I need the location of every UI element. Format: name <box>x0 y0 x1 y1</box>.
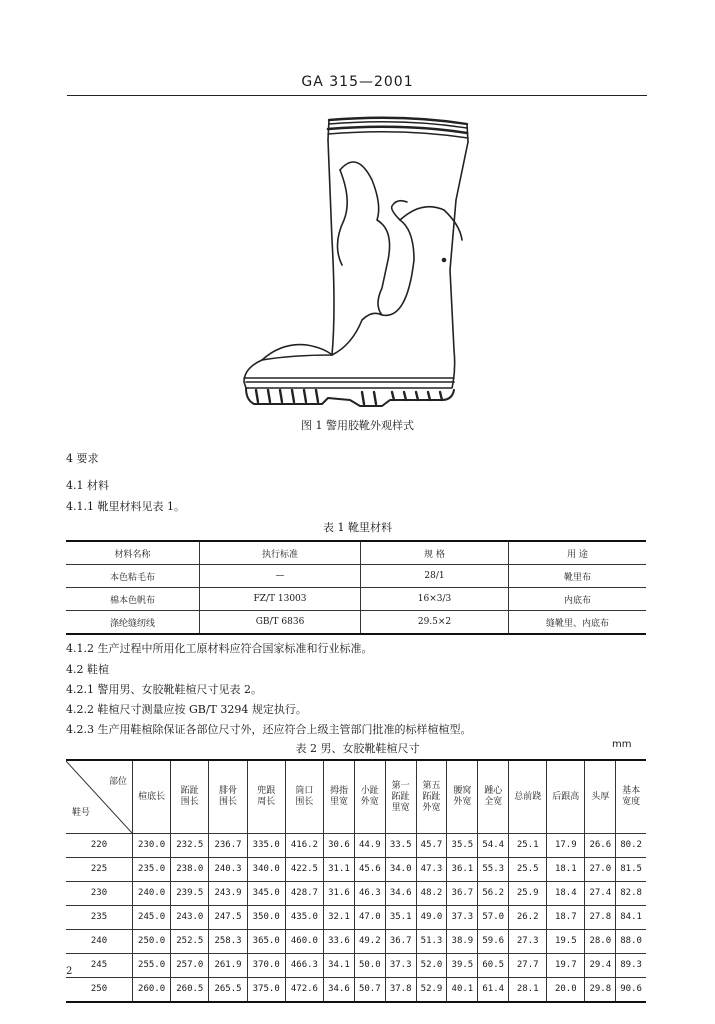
table-row <box>66 611 646 635</box>
materials-table <box>66 540 646 635</box>
dimension-cell: 247.5 <box>209 906 247 930</box>
dimension-cell: 82.8 <box>616 882 646 906</box>
dimension-cell: 375.0 <box>247 978 285 1003</box>
dimension-cell: 38.9 <box>447 930 478 954</box>
clause-4-2-3: 4.2.3 生产用鞋楦除保证各部位尺寸外，还应符合上级主管部门批准的标样楦楦型。 <box>66 723 472 736</box>
dimension-cell: 340.0 <box>247 858 285 882</box>
shoe-size-cell: 230 <box>66 882 133 906</box>
dimension-cell: 260.0 <box>133 978 171 1003</box>
shoe-size-cell: 240 <box>66 930 133 954</box>
dimension-cell: 250.0 <box>133 930 171 954</box>
dimension-cell: 34.0 <box>385 858 416 882</box>
dimension-cell: 18.7 <box>547 906 585 930</box>
dimension-cell: 365.0 <box>247 930 285 954</box>
table2-header: 第一 跖趾 里宽 <box>385 760 416 834</box>
dimension-cell: 435.0 <box>285 906 323 930</box>
table2-unit: mm <box>612 739 632 750</box>
table1-cell: — <box>200 565 361 588</box>
boot-illustration <box>232 110 482 410</box>
dimension-cell: 37.8 <box>385 978 416 1003</box>
table-row <box>66 588 646 611</box>
dimension-cell: 36.1 <box>447 858 478 882</box>
table-row <box>66 858 646 882</box>
shoe-size-cell: 235 <box>66 906 133 930</box>
section-4-heading: 4 要求 <box>66 452 99 465</box>
table1-cell: GB/T 6836 <box>200 611 361 635</box>
dimension-cell: 19.5 <box>547 930 585 954</box>
table1-cell: 缝靴里、内底布 <box>509 611 647 635</box>
dimension-cell: 428.7 <box>285 882 323 906</box>
dimension-cell: 59.6 <box>478 930 509 954</box>
dimension-cell: 17.9 <box>547 834 585 858</box>
table-row <box>66 565 646 588</box>
dimension-cell: 33.6 <box>324 930 355 954</box>
dimension-cell: 60.5 <box>478 954 509 978</box>
dimension-cell: 370.0 <box>247 954 285 978</box>
dimension-cell: 37.3 <box>447 906 478 930</box>
dimension-cell: 235.0 <box>133 858 171 882</box>
table2-header: 楦底长 <box>133 760 171 834</box>
dimension-cell: 37.3 <box>385 954 416 978</box>
shoe-last-dimensions-table <box>66 759 646 1003</box>
dimension-cell: 26.6 <box>585 834 616 858</box>
clause-4-2-2: 4.2.2 鞋楦尺寸测量应按 GB/T 3294 规定执行。 <box>66 703 307 716</box>
dimension-cell: 261.9 <box>209 954 247 978</box>
dimension-cell: 265.5 <box>209 978 247 1003</box>
figure-caption: 图 1 警用胶靴外观样式 <box>301 419 414 432</box>
dimension-cell: 46.3 <box>354 882 385 906</box>
page-number: 2 <box>66 966 73 977</box>
dimension-cell: 350.0 <box>247 906 285 930</box>
table1-header: 材料名称 <box>66 541 200 565</box>
dimension-cell: 240.3 <box>209 858 247 882</box>
table1-header: 规 格 <box>361 541 509 565</box>
dimension-cell: 36.7 <box>385 930 416 954</box>
table2-header: 拇指 里宽 <box>324 760 355 834</box>
dimension-cell: 230.0 <box>133 834 171 858</box>
dimension-cell: 29.4 <box>585 954 616 978</box>
dimension-cell: 50.7 <box>354 978 385 1003</box>
dimension-cell: 236.7 <box>209 834 247 858</box>
table1-cell: 16×3/3 <box>361 588 509 611</box>
corner-diagonal <box>66 761 132 833</box>
dimension-cell: 31.1 <box>324 858 355 882</box>
dimension-cell: 240.0 <box>133 882 171 906</box>
dimension-cell: 18.1 <box>547 858 585 882</box>
dimension-cell: 243.0 <box>171 906 209 930</box>
dimension-cell: 48.2 <box>416 882 447 906</box>
dimension-cell: 45.7 <box>416 834 447 858</box>
clause-4-2-1: 4.2.1 警用男、女胶靴鞋楦尺寸见表 2。 <box>66 683 262 696</box>
table2-header: 基本 宽度 <box>616 760 646 834</box>
dimension-cell: 32.1 <box>324 906 355 930</box>
section-4-1-heading: 4.1 材料 <box>66 479 109 492</box>
dimension-cell: 54.4 <box>478 834 509 858</box>
table2-header: 腰窝 外宽 <box>447 760 478 834</box>
dimension-cell: 49.2 <box>354 930 385 954</box>
dimension-cell: 52.0 <box>416 954 447 978</box>
dimension-cell: 460.0 <box>285 930 323 954</box>
dimension-cell: 56.2 <box>478 882 509 906</box>
dimension-cell: 18.4 <box>547 882 585 906</box>
dimension-cell: 258.3 <box>209 930 247 954</box>
dimension-cell: 61.4 <box>478 978 509 1003</box>
table1-header-row <box>66 541 646 565</box>
table1-cell: 靴里布 <box>509 565 647 588</box>
dimension-cell: 345.0 <box>247 882 285 906</box>
dimension-cell: 57.0 <box>478 906 509 930</box>
clause-4-1-1: 4.1.1 靴里材料见表 1。 <box>66 500 185 513</box>
dimension-cell: 89.3 <box>616 954 646 978</box>
dimension-cell: 25.5 <box>509 858 547 882</box>
table2-header: 第五 跖趾 外宽 <box>416 760 447 834</box>
table2-corner-cell <box>66 760 133 834</box>
table1-cell: 29.5×2 <box>361 611 509 635</box>
dimension-cell: 47.3 <box>416 858 447 882</box>
table1-cell: 涤纶缝纫线 <box>66 611 200 635</box>
document-code: GA 315—2001 <box>301 74 414 90</box>
table2-header: 踵心 全宽 <box>478 760 509 834</box>
dimension-cell: 31.6 <box>324 882 355 906</box>
dimension-cell: 33.5 <box>385 834 416 858</box>
dimension-cell: 243.9 <box>209 882 247 906</box>
corner-label-part: 部位 <box>108 777 127 787</box>
table1-title: 表 1 靴里材料 <box>323 521 392 534</box>
dimension-cell: 27.3 <box>509 930 547 954</box>
dimension-cell: 255.0 <box>133 954 171 978</box>
table-row <box>66 834 646 858</box>
dimension-cell: 257.0 <box>171 954 209 978</box>
dimension-cell: 335.0 <box>247 834 285 858</box>
dimension-cell: 34.1 <box>324 954 355 978</box>
dimension-cell: 422.5 <box>285 858 323 882</box>
dimension-cell: 238.0 <box>171 858 209 882</box>
dimension-cell: 39.5 <box>447 954 478 978</box>
dimension-cell: 81.5 <box>616 858 646 882</box>
table1-cell: 棉本色帆布 <box>66 588 200 611</box>
dimension-cell: 52.9 <box>416 978 447 1003</box>
table1-header: 执行标准 <box>200 541 361 565</box>
shoe-size-cell: 225 <box>66 858 133 882</box>
dimension-cell: 34.6 <box>385 882 416 906</box>
table1-cell: 内底布 <box>509 588 647 611</box>
dimension-cell: 30.6 <box>324 834 355 858</box>
dimension-cell: 260.5 <box>171 978 209 1003</box>
table2-header: 兜跟 周长 <box>247 760 285 834</box>
table1-cell: FZ/T 13003 <box>200 588 361 611</box>
dimension-cell: 19.7 <box>547 954 585 978</box>
dimension-cell: 27.4 <box>585 882 616 906</box>
table1-cell: 28/1 <box>361 565 509 588</box>
table2-header: 筒口 围长 <box>285 760 323 834</box>
dimension-cell: 88.0 <box>616 930 646 954</box>
shoe-size-cell: 245 <box>66 954 133 978</box>
dimension-cell: 35.5 <box>447 834 478 858</box>
table-row <box>66 906 646 930</box>
dimension-cell: 40.1 <box>447 978 478 1003</box>
table2-title: 表 2 男、女胶靴鞋楦尺寸 <box>295 742 420 755</box>
dimension-cell: 472.6 <box>285 978 323 1003</box>
table-row <box>66 882 646 906</box>
shoe-size-cell: 220 <box>66 834 133 858</box>
dimension-cell: 20.0 <box>547 978 585 1003</box>
table1-header: 用 途 <box>509 541 647 565</box>
dimension-cell: 245.0 <box>133 906 171 930</box>
dimension-cell: 49.0 <box>416 906 447 930</box>
header-rule <box>67 95 647 96</box>
dimension-cell: 27.7 <box>509 954 547 978</box>
dimension-cell: 25.9 <box>509 882 547 906</box>
dimension-cell: 50.0 <box>354 954 385 978</box>
table1-cell: 本色粘毛布 <box>66 565 200 588</box>
dimension-cell: 26.2 <box>509 906 547 930</box>
table2-header: 头厚 <box>585 760 616 834</box>
shoe-size-cell: 250 <box>66 978 133 1003</box>
dimension-cell: 27.8 <box>585 906 616 930</box>
dimension-cell: 47.0 <box>354 906 385 930</box>
dimension-cell: 51.3 <box>416 930 447 954</box>
dimension-cell: 80.2 <box>616 834 646 858</box>
dimension-cell: 45.6 <box>354 858 385 882</box>
dimension-cell: 239.5 <box>171 882 209 906</box>
dimension-cell: 35.1 <box>385 906 416 930</box>
dimension-cell: 29.8 <box>585 978 616 1003</box>
dimension-cell: 25.1 <box>509 834 547 858</box>
dimension-cell: 466.3 <box>285 954 323 978</box>
table2-header: 跖趾 围长 <box>171 760 209 834</box>
dimension-cell: 84.1 <box>616 906 646 930</box>
table-row <box>66 954 646 978</box>
dimension-cell: 28.0 <box>585 930 616 954</box>
table2-header: 小趾 外宽 <box>354 760 385 834</box>
dimension-cell: 252.5 <box>171 930 209 954</box>
table-row <box>66 978 646 1003</box>
dimension-cell: 416.2 <box>285 834 323 858</box>
table2-header: 后跟高 <box>547 760 585 834</box>
section-4-2-heading: 4.2 鞋楦 <box>66 663 109 676</box>
dimension-cell: 28.1 <box>509 978 547 1003</box>
table-row <box>66 930 646 954</box>
dimension-cell: 232.5 <box>171 834 209 858</box>
dimension-cell: 55.3 <box>478 858 509 882</box>
dimension-cell: 36.7 <box>447 882 478 906</box>
table2-header: 总前跷 <box>509 760 547 834</box>
dimension-cell: 27.0 <box>585 858 616 882</box>
dimension-cell: 44.9 <box>354 834 385 858</box>
table2-header-row <box>66 760 646 834</box>
clause-4-1-2: 4.1.2 生产过程中所用化工原材料应符合国家标准和行业标准。 <box>66 642 373 655</box>
dimension-cell: 90.6 <box>616 978 646 1003</box>
dimension-cell: 34.6 <box>324 978 355 1003</box>
corner-label-size: 鞋号 <box>72 808 91 818</box>
table2-header: 腓骨 围长 <box>209 760 247 834</box>
